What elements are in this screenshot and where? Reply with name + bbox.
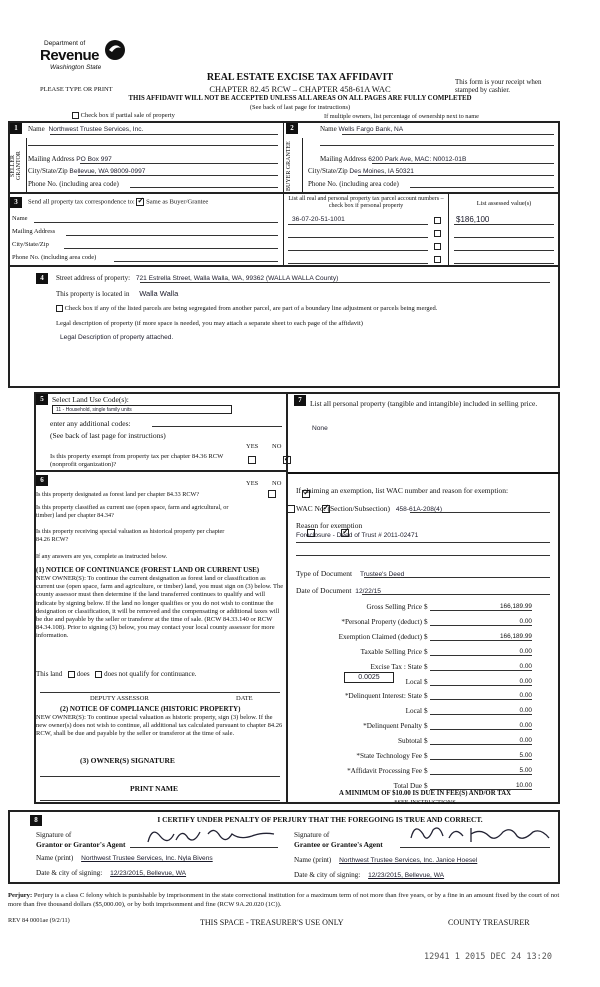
dollar-sign: $: [424, 752, 428, 760]
s3-phone-label: Phone No. (including area code): [12, 254, 97, 261]
treasurer-stamp: 12941 1 2015 DEC 24 13:20: [424, 952, 552, 962]
land-use-select[interactable]: [52, 405, 232, 414]
grantee-sig-label-2: Grantee or Grantee's Agent: [294, 840, 383, 849]
seller-mailing-row: [28, 155, 278, 163]
fee-row: [296, 648, 532, 660]
dollar-sign: $: [424, 677, 428, 686]
s6-no: NO: [272, 480, 282, 487]
s5-no: NO: [272, 443, 282, 450]
fee-value[interactable]: 166,189.99: [430, 633, 532, 641]
does-not-checkbox[interactable]: [95, 671, 102, 678]
local-rate-value: 0.0025: [358, 674, 380, 681]
reason-label: Reason for exemption: [296, 521, 363, 530]
partial-sale-checkbox[interactable]: [72, 112, 79, 119]
form-warning: THIS AFFIDAVIT WILL NOT BE ACCEPTED UNLESS ALL AREAS ON ALL PAGES ARE FULLY COMPLETED: [128, 95, 472, 102]
fee-row: [296, 752, 532, 764]
revenue-swoosh-icon: [100, 38, 130, 62]
fee-value[interactable]: 166,189.99: [430, 603, 532, 611]
buyer-grantee-label: BUYER GRANTEE: [286, 141, 292, 191]
dollar-sign: $: [424, 781, 428, 790]
dollar-sign: $: [424, 647, 428, 656]
partial-sale-label: Check box if partial sale of property: [80, 112, 175, 119]
buyer-phone-label: Phone No. (including area code): [308, 180, 399, 188]
grantor-sig-label-1: Signature of: [36, 831, 72, 839]
fee-label: Local: [405, 677, 422, 686]
fee-label: Gross Selling Price: [366, 603, 422, 611]
same-as-buyer-checkbox[interactable]: [136, 198, 144, 206]
dor-logo: [40, 38, 130, 74]
form-chapter: CHAPTER 82.45 RCW – CHAPTER 458-61A WAC: [209, 84, 391, 94]
located-city[interactable]: Walla Walla: [139, 289, 179, 298]
buyer-city[interactable]: Des Moines, IA 50321: [349, 168, 414, 175]
land-use-label: Select Land Use Code(s):: [52, 395, 129, 404]
grantee-name-row: [294, 856, 477, 864]
fee-value[interactable]: 0.00: [430, 722, 532, 730]
dollar-sign: $: [424, 692, 428, 701]
section-7-badge: 7: [294, 395, 306, 406]
s5-yes: YES: [246, 443, 259, 450]
buyer-name-label: Name: [320, 125, 337, 133]
multiple-owners: If multiple owners, list percentage of ownership next to name: [324, 113, 479, 120]
buyer-city-row: [308, 167, 414, 175]
wac-label: WAC No. (Section/Subsection): [296, 504, 390, 513]
minimum-due: A MINIMUM OF $10.00 IS DUE IN FEE(S) AND/OR TAX: [338, 790, 512, 797]
fee-label: *Delinquent Interest: State: [344, 692, 422, 701]
segregated-label: Check box if any of the listed parcels are being segregated from another parcel, are part of a boundary line adjustment or parcels being merged.: [64, 305, 438, 312]
grantee-date-label: Date & city of signing:: [294, 871, 361, 879]
land-use-value: 11 - Household, single family units: [56, 407, 132, 413]
street-address[interactable]: 721 Estrella Street, Walla Walla, WA, 99362 (WALLA WALLA County): [135, 275, 339, 282]
exemption-label: If claiming an exemption, list WAC number and reason for exemption:: [296, 486, 509, 495]
section-2-badge: 2: [286, 123, 298, 134]
s5-see-back: (See back of last page for instructions): [50, 431, 166, 440]
personal-property-label: List all personal property (tangible and intangible) included in selling price.: [310, 399, 538, 408]
fee-label: Excise Tax : State: [370, 662, 422, 671]
assessed-header: List assessed value(s): [476, 200, 532, 207]
form-title: REAL ESTATE EXCISE TAX AFFIDAVIT: [206, 72, 394, 83]
fee-value[interactable]: 0.00: [430, 692, 532, 700]
grantor-signature[interactable]: [140, 822, 280, 850]
fee-label: *State Technology Fee: [356, 752, 422, 760]
buyer-name-row: [320, 125, 403, 133]
print-name-label: PRINT NAME: [130, 784, 178, 793]
deputy-assessor-label: DEPUTY ASSESSOR: [90, 695, 149, 702]
personal-property-checkbox-4[interactable]: [434, 256, 441, 263]
fee-label: *Delinquent Penalty: [363, 722, 422, 731]
partial-sale: [72, 112, 175, 119]
dollar-sign: $: [424, 603, 428, 611]
section-4-badge: 4: [36, 273, 48, 284]
segregated-checkbox[interactable]: [56, 305, 63, 312]
doc-type-label: Type of Document: [296, 569, 353, 578]
fee-value[interactable]: 5.00: [430, 767, 532, 775]
fee-row: [296, 618, 532, 630]
seller-city-row: [28, 167, 278, 175]
seller-city[interactable]: Bellevue, WA 98009-0997: [69, 168, 146, 175]
exempt-yes-checkbox[interactable]: [248, 456, 256, 464]
legal-label: Legal description of property (if more space is needed, you may attach a separate sheet to each page of the affidavit): [56, 320, 363, 327]
dollar-sign: $: [424, 662, 428, 671]
s3-city-label: City/State/Zip: [12, 241, 49, 248]
grantee-signature[interactable]: [405, 820, 555, 850]
grantee-date-value[interactable]: 12/23/2015, Bellevue, WA: [368, 872, 445, 879]
buyer-name[interactable]: Wells Fargo Bank, NA: [338, 126, 404, 133]
fee-value[interactable]: 0.00: [430, 618, 532, 626]
certify-text: I CERTIFY UNDER PENALTY OF PERJURY THAT THE FOREGOING IS TRUE AND CORRECT.: [157, 815, 483, 824]
seller-phone-label: Phone No. (including area code): [28, 180, 119, 188]
this-land-label: This land: [36, 670, 63, 678]
additional-codes: enter any additional codes:: [50, 419, 131, 428]
grantor-name-row: [36, 854, 213, 862]
local-rate-box[interactable]: [344, 672, 394, 683]
forest-yes-checkbox[interactable]: [268, 490, 276, 498]
located-row: [56, 289, 178, 298]
fee-value[interactable]: 0.00: [430, 663, 532, 671]
dollar-sign: $: [424, 737, 428, 746]
please-type: PLEASE TYPE OR PRINT: [40, 86, 113, 93]
notice-1-title: (1) NOTICE OF CONTINUANCE (FOREST LAND OR CURRENT USE): [36, 566, 260, 574]
s3-mailing-label: Mailing Address: [12, 228, 56, 235]
section-3-badge: 3: [10, 197, 22, 208]
fee-row: [296, 722, 532, 734]
doc-date-label: Date of Document: [296, 586, 352, 595]
fee-value[interactable]: 0.00: [430, 648, 532, 656]
county-treasurer: COUNTY TREASURER: [448, 918, 530, 927]
parcel-header: List all real and personal property tax parcel account numbers – check box if personal property: [288, 196, 444, 209]
s3-name-label: Name: [12, 215, 28, 222]
grantor-date-label: Date & city of signing:: [36, 869, 103, 877]
historic-question: Is this property receiving special valuation as historical property per chapter 84.26 RCW?: [36, 528, 225, 543]
dollar-sign: $: [424, 632, 428, 641]
dollar-sign: $: [424, 707, 428, 716]
personal-property-checkbox-1[interactable]: [434, 217, 441, 224]
send-correspondence: [28, 198, 208, 206]
forest-question: Is this property designated as forest land per chapter 84.33 RCW?: [36, 491, 200, 498]
grantee-sig-label-1: Signature of: [294, 831, 330, 839]
dollar-sign: $: [424, 722, 428, 731]
owner-signature-label: (3) OWNER(S) SIGNATURE: [80, 756, 175, 765]
fee-value[interactable]: 0.00: [430, 707, 532, 715]
fee-row: [296, 767, 532, 779]
does-not-label: does not qualify for continuance.: [104, 670, 197, 678]
receipt-note: This form is your receipt when stamped by cashier.: [455, 78, 542, 94]
exempt-question: Is this property exempt from property tax per chapter 84.36 RCW (nonprofit organization)?: [50, 453, 224, 468]
notice-1-text: NEW OWNER(S): To continue the current designation as forest land or classification as current use (open space, farm and agriculture, or timber) land, you must sign on (3) below. The county assessor must then determine if the land transferred continues to qualify and will indicate by signing below. If the land no longer qualifies or you do not wish to continue the designation or classification, it will be removed and the compensating or additional taxes will be due and payable by the seller or transferor at the time of sale. (RCW 84.33.140 or RCW 84.34.108). Prior to signing (3) below, you may contact your local county assessor for more information.: [36, 575, 284, 640]
grantee-name-value[interactable]: Northwest Trustee Services, Inc. Janice Hoesel: [339, 857, 478, 864]
section-4-box: [8, 267, 560, 388]
fee-row: [296, 737, 532, 749]
fee-value[interactable]: 0.00: [430, 737, 532, 745]
seller-mailing-label: Mailing Address: [28, 155, 75, 163]
dollar-sign: $: [424, 617, 428, 626]
see-instructions: *SEE INSTRUCTIONS: [394, 799, 456, 806]
continuance-row: [36, 670, 196, 678]
fee-label: Total Due: [393, 781, 422, 790]
fee-value[interactable]: 5.00: [430, 752, 532, 760]
personal-property-checkbox-2[interactable]: [434, 230, 441, 237]
treasurer-space: THIS SPACE - TREASURER'S USE ONLY: [200, 918, 344, 927]
logo-dept: Department of: [44, 40, 86, 47]
same-as-buyer-label: Same as Buyer/Grantee: [146, 198, 209, 206]
logo-state: Washington State: [50, 64, 102, 71]
send-label: Send all property tax correspondence to:: [28, 198, 135, 206]
section-1-badge: 1: [10, 123, 22, 134]
fee-label: *Personal Property (deduct): [341, 617, 422, 626]
fee-value[interactable]: 0.00: [430, 678, 532, 686]
seller-name-label: Name: [28, 125, 45, 133]
notice-2-title: (2) NOTICE OF COMPLIANCE (HISTORIC PROPERTY): [60, 705, 241, 713]
fee-label: Exemption Claimed (deduct): [338, 632, 422, 641]
current-use-question: Is this property classified as current use (open space, farm and agricultural, or timber) land per chapter 84.34?: [36, 504, 229, 519]
street-label: Street address of property:: [56, 274, 131, 282]
fee-label: Taxable Selling Price: [360, 647, 422, 656]
grantor-name-value[interactable]: Northwest Trustee Services, Inc. Nyla Bivens: [81, 855, 213, 862]
buyer-city-label: City/State/Zip: [308, 167, 348, 175]
buyer-mailing[interactable]: 6200 Park Ave, MAC: N0012-01B: [368, 156, 467, 163]
if-any-yes: If any answers are yes, complete as instructed below.: [36, 553, 168, 560]
seller-city-label: City/State/Zip: [28, 167, 68, 175]
located-label: This property is located in: [56, 290, 130, 298]
fee-row: [296, 663, 532, 675]
s6-yes: YES: [246, 480, 259, 487]
buyer-mailing-row: [320, 155, 466, 163]
logo-revenue: Revenue: [40, 47, 100, 64]
personal-property-value[interactable]: None: [312, 425, 328, 432]
fee-value[interactable]: 10.00: [430, 782, 532, 790]
grantor-date-value[interactable]: 12/23/2015, Bellevue, WA: [110, 870, 187, 877]
fee-row: [296, 603, 532, 615]
legal-description[interactable]: Legal Description of property attached.: [60, 334, 174, 341]
perjury-notice: [8, 892, 560, 909]
segregated-row: [56, 305, 437, 312]
date-label: DATE: [236, 695, 253, 702]
grantor-date-row: [36, 869, 186, 877]
personal-property-checkbox-3[interactable]: [434, 243, 441, 250]
grantor-name-label: Name (print): [36, 854, 74, 862]
fee-label: Subtotal: [398, 737, 422, 746]
notice-2-text: NEW OWNER(S): To continue special valuation as historic property, sign (3) below. If the new owner(s) does not wish to continue, all additional tax calculated pursuant to chapter 84.26 RCW, shall be due and payable by the seller or transferor at the time of sale.: [36, 714, 283, 737]
perjury-text: Perjury is a class C felony which is punishable by imprisonment in the state correctional institution for a maximum term of not more than five years, or by a fine in an amount fixed by the court of not more than five thousand dollars ($5,000.00), or by both imprisonment and fine (RCW 9A.20.020 (1C)).: [8, 892, 560, 908]
reason-value[interactable]: Foreclosure - Deed of Trust # 2011-02471: [296, 532, 419, 539]
section-6-badge: 6: [36, 475, 48, 486]
street-row: [56, 274, 338, 282]
fee-row: [296, 678, 532, 690]
seller-name[interactable]: Northwest Trustee Services, Inc.: [48, 126, 144, 133]
doc-date-value[interactable]: 12/22/15: [355, 588, 381, 595]
grantor-sig-label-2: Grantor or Grantor's Agent: [36, 840, 126, 849]
wac-value[interactable]: 458-61A-208(4): [395, 506, 443, 513]
fee-row: [296, 633, 532, 645]
does-checkbox[interactable]: [68, 671, 75, 678]
seller-grantor-label: SELLER GRANTOR: [10, 151, 22, 181]
see-back: (See back of last page for instructions): [249, 104, 351, 111]
assessed-value[interactable]: $186,100: [456, 215, 490, 224]
buyer-mailing-label: Mailing Address: [320, 155, 367, 163]
parcel-number[interactable]: 36-07-20-51-1001: [292, 216, 345, 223]
form-revision: REV 84 0001ae (9/2/11): [8, 917, 70, 924]
doc-type-value[interactable]: Trustee's Deed: [360, 571, 405, 578]
fee-label: *Affidavit Processing Fee: [347, 766, 422, 775]
fee-row: [296, 707, 532, 719]
perjury-label: Perjury:: [8, 892, 33, 899]
section-5-badge: 5: [36, 394, 48, 405]
does-label: does: [76, 670, 90, 678]
section-8-badge: 8: [30, 815, 42, 826]
fee-row: [296, 692, 532, 704]
dollar-sign: $: [424, 766, 428, 775]
seller-mailing[interactable]: PO Box 997: [76, 156, 112, 163]
grantee-name-label: Name (print): [294, 856, 332, 864]
fee-label: Local: [405, 707, 422, 716]
grantee-date-row: [294, 871, 444, 879]
